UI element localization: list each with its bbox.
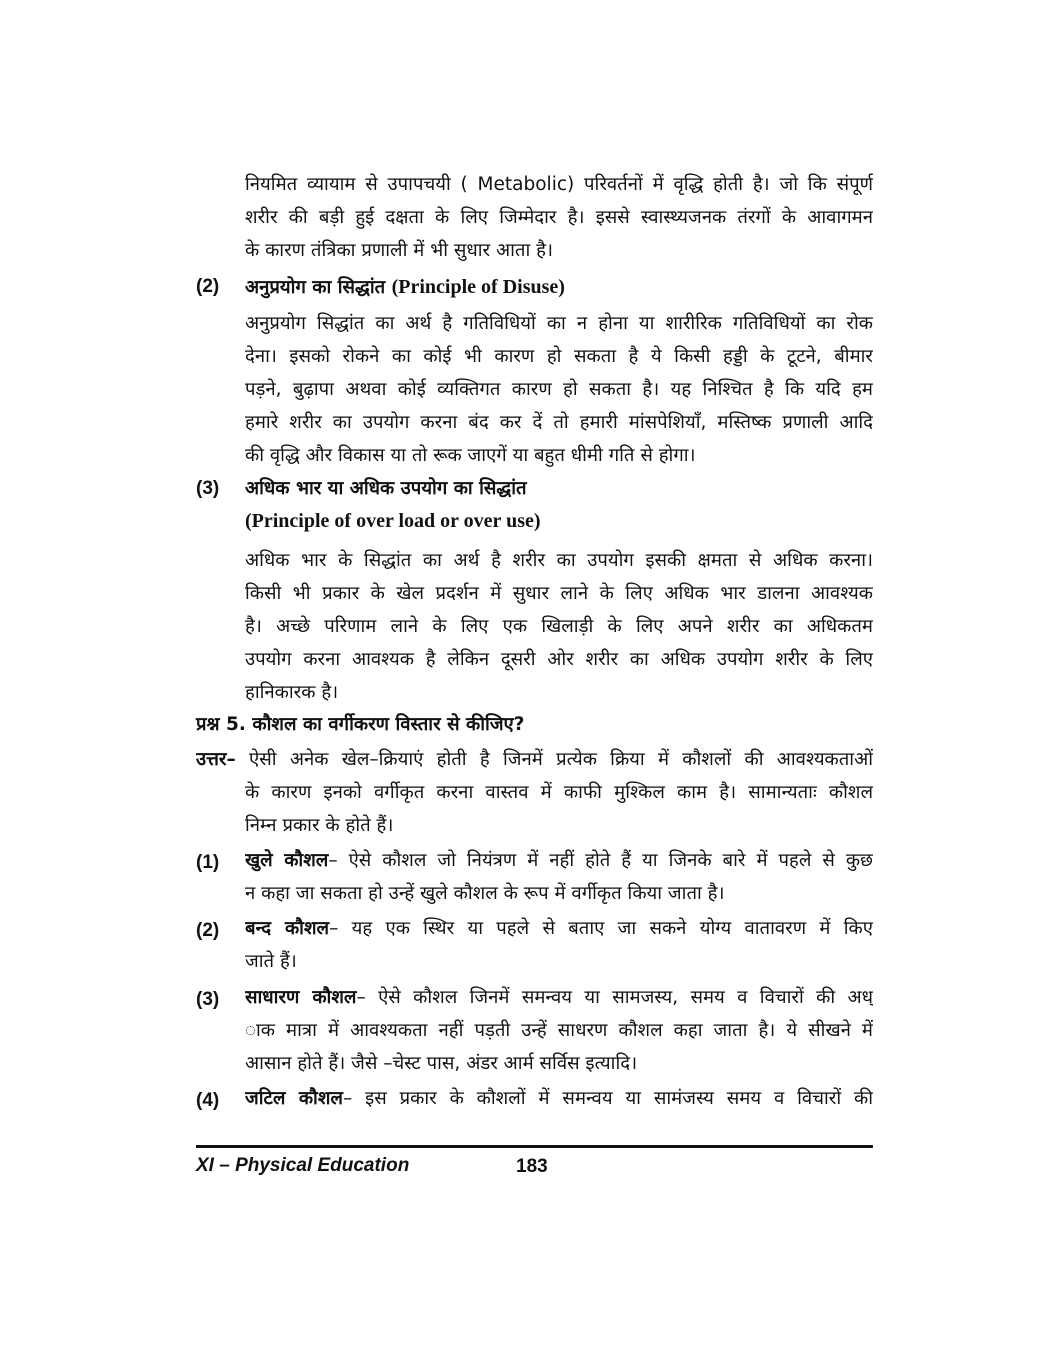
answer-paragraph — [196, 743, 873, 842]
principle-2-line: देना। इसको रोकने का कोई भी कारण हो सकता है ये किसी हड्डी के टूटने, बीमार — [245, 346, 873, 367]
principle-2-line: अनुप्रयोग सिद्धांत का अर्थ है गतिविधियों का न होना या शारीरिक गतिविधियों का रोक — [245, 313, 873, 334]
principle-3-paragraph — [245, 544, 873, 709]
intro-line: के कारण तंत्रिका प्रणाली में भी सुधार आता है। — [245, 240, 553, 261]
principle-3-line: है। अच्छे परिणाम लाने के लिए एक खिलाड़ी के लिए अपने शरीर का अधिकतम — [245, 616, 873, 637]
principle-3-line: किसी भी प्रकार के खेल प्रदर्शन में सुधार लाने के लिए अधिक भार डालना आवश्यक — [245, 583, 873, 604]
principle-2-line: पड़ने, बुढ़ापा अथवा कोई व्यक्तिगत कारण हो सकता है। यह निश्चित है कि यदि हम — [245, 379, 873, 400]
principle-3-heading-english: (Principle of over load or over use) — [245, 510, 541, 532]
principle-3-line: अधिक भार के सिद्धांत का अर्थ है शरीर का उपयोग इसकी क्षमता से अधिक करना। — [245, 550, 873, 571]
footer-page-number: 183 — [516, 1156, 548, 1177]
principle-3-line: उपयोग करना आवश्यक है लेकिन दूसरी ओर शरीर का अधिक उपयोग शरीर के लिए — [245, 649, 873, 670]
skill-3-paragraph — [245, 981, 873, 1080]
intro-line: नियमित व्यायाम से उपापचयी ( Metabolic) परिवर्तनों में वृद्धि होती है। जो कि संपूर्ण — [245, 174, 873, 195]
principle-2-paragraph — [245, 307, 873, 472]
skill-2-number: (2) — [196, 920, 220, 941]
skill-4-paragraph — [245, 1082, 873, 1115]
skill-4-term: जटिल कौशल — [245, 1088, 343, 1109]
skill-1-number: (1) — [196, 852, 220, 873]
answer-line: निम्न प्रकार के होते हैं। — [245, 815, 394, 836]
skill-2-first-line-text: – यह एक स्थिर या पहले से बताए जा सकने योग्य वातावरण में किए — [329, 918, 873, 939]
skill-2-first-line — [245, 912, 873, 945]
answer-first-line-text: ऐसी अनेक खेल–क्रियाएं होती है जिनमें प्रत्येक क्रिया में कौशलों की आवश्यकताओं — [235, 749, 873, 770]
principle-2-heading-hindi: अनुप्रयोग का सिद्धांत — [245, 277, 386, 298]
principle-3-heading-hindi: अधिक भार या अधिक उपयोग का सिद्धांत — [245, 478, 527, 499]
skill-3-first-line — [245, 981, 873, 1014]
principle-2-line: की वृद्धि और विकास या तो रूक जाएगें या बहुत धीमी गति से होगा। — [245, 445, 696, 466]
skill-2-term: बन्द कौशल — [245, 918, 330, 939]
principle-2-line: हमारे शरीर का उपयोग करना बंद कर दें तो हमारी मांसपेशियाँ, मस्तिष्क प्रणाली आदि — [245, 412, 873, 433]
intro-line: शरीर की बड़ी हुई दक्षता के लिए जिम्मेदार है। इससे स्वास्थ्यजनक तंरगों के आवागमन — [245, 207, 873, 228]
skill-3-line: आसान होते हैं। जैसे –चेस्ट पास, अंडर आर्म सर्विस इत्यादि। — [245, 1053, 638, 1074]
skill-1-term: खुले कौशल — [245, 850, 329, 871]
skill-3-first-line-text: – ऐसे कौशल जिनमें समन्वय या सामजस्य, समय व विचारों की अध् — [356, 987, 873, 1008]
principle-3-line: हानिकारक है। — [245, 682, 339, 703]
answer-first-line — [196, 743, 873, 776]
principle-2-heading-english: (Principle of Disuse) — [391, 276, 565, 298]
skill-1-paragraph — [245, 844, 873, 910]
principle-3-number: (3) — [196, 478, 220, 499]
principle-2-heading — [245, 274, 565, 299]
answer-line: के कारण इनको वर्गीकृत करना वास्तव में काफी मुश्किल काम है। सामान्यताः कौशल — [245, 782, 873, 803]
answer-label: उत्तर– — [196, 749, 236, 770]
skill-1-first-line — [245, 844, 873, 877]
skill-1-first-line-text: – ऐसे कौशल जो नियंत्रण में नहीं होते हैं या जिनके बारे में पहले से कुछ — [328, 850, 873, 871]
skill-4-first-line-text: – इस प्रकार के कौशलों में समन्वय या सामंजस्य समय व विचारों की — [342, 1088, 873, 1109]
principle-3-heading — [245, 510, 541, 533]
skill-2-line: जाते हैं। — [245, 951, 297, 972]
footer-book-title: XI – Physical Education — [196, 1155, 410, 1176]
skill-4-number: (4) — [196, 1090, 220, 1111]
footer-divider — [196, 1145, 873, 1148]
skill-3-term: साधारण कौशल — [245, 987, 357, 1008]
question-5-heading: प्रश्न 5. कौशल का वर्गीकरण विस्तार से कीजिए? — [196, 714, 525, 735]
skill-3-line: ाक मात्रा में आवश्यकता नहीं पड़ती उन्हें साधरण कौशल कहा जाता है। ये सीखने में — [245, 1020, 873, 1041]
intro-paragraph — [245, 168, 873, 267]
principle-2-number: (2) — [196, 276, 220, 297]
skill-1-line: न कहा जा सकता हो उन्हें खुले कौशल के रूप में वर्गीकृत किया जाता है। — [245, 883, 725, 904]
skill-3-number: (3) — [196, 989, 220, 1010]
skill-4-first-line — [245, 1082, 873, 1115]
skill-2-paragraph — [245, 912, 873, 978]
